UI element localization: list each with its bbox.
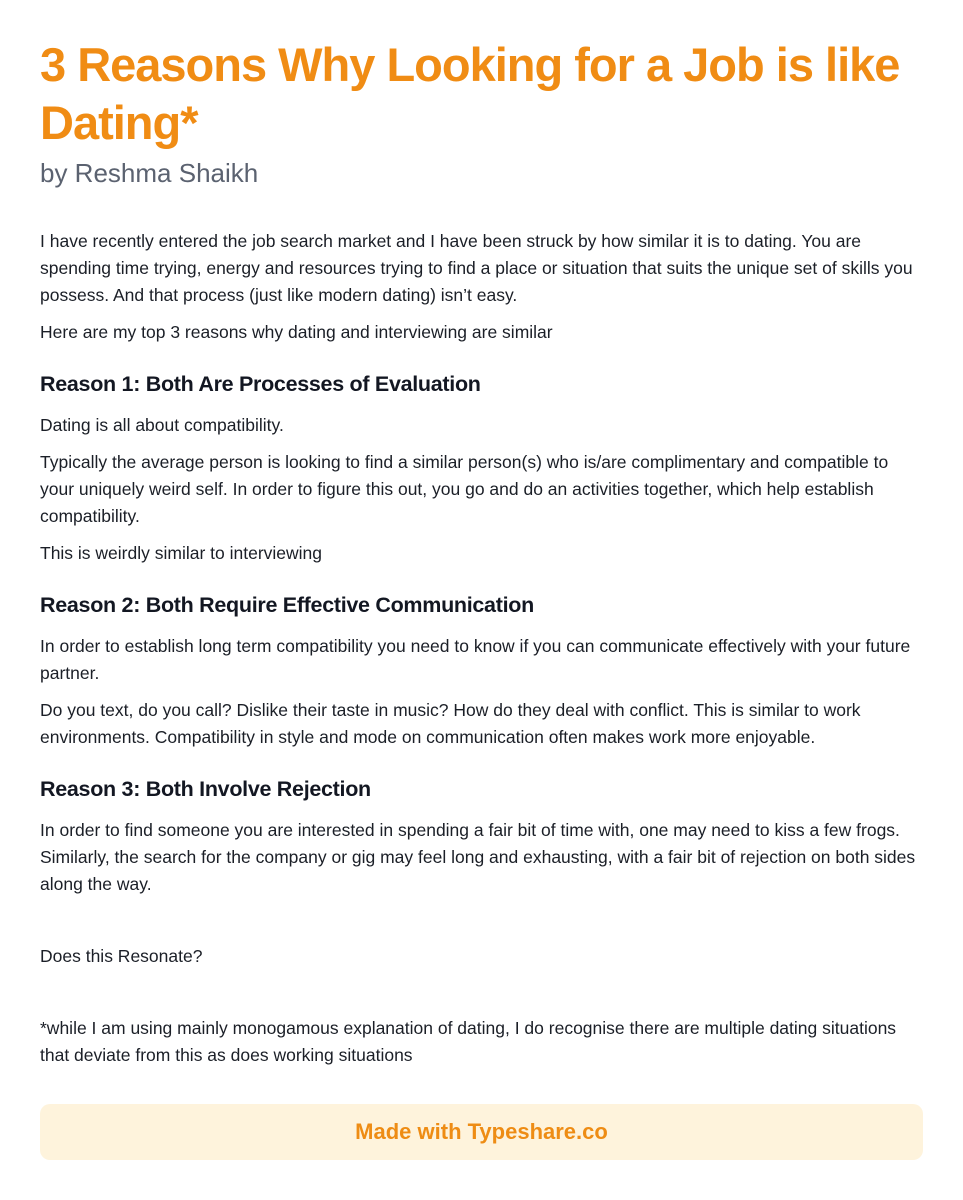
section-paragraph: In order to establish long term compatibility you need to know if you can communicate effectively with your future partner. <box>40 636 911 683</box>
section-paragraph: Dating is all about compatibility. <box>40 415 284 435</box>
article-byline: by Reshma Shaikh <box>40 158 259 188</box>
typeshare-footer-link[interactable]: Made with Typeshare.co <box>40 1104 923 1160</box>
intro-paragraph: I have recently entered the job search market and I have been struck by how similar it is to dating. You are spending time trying, energy and resources trying to find a place or situation that suits the unique set of skills you possess. And that process (just like modern dating) isn’t easy. <box>40 231 913 305</box>
section-paragraph: In order to find someone you are interested in spending a fair bit of time with, one may need to kiss a few frogs. Similarly, the search for the company or gig may feel long and exhausting, with a fair bit of rejection on both sides along the way. <box>40 820 916 894</box>
article-title: 3 Reasons Why Looking for a Job is like Dating* <box>40 38 900 149</box>
closing-question: Does this Resonate? <box>40 946 203 966</box>
section-paragraph: Do you text, do you call? Dislike their taste in music? How do they deal with conflict. This is similar to work environments. Compatibility in style and mode on communication often makes work more enjoyable. <box>40 700 861 747</box>
section-heading: Reason 2: Both Require Effective Communication <box>40 593 534 617</box>
intro-paragraph: Here are my top 3 reasons why dating and interviewing are similar <box>40 322 553 342</box>
section-paragraph: This is weirdly similar to interviewing <box>40 543 323 563</box>
article <box>40 36 923 1079</box>
footnote: *while I am using mainly monogamous explanation of dating, I do recognise there are multiple dating situations that deviate from this as does working situations <box>40 1018 897 1065</box>
section-heading: Reason 1: Both Are Processes of Evaluation <box>40 372 481 396</box>
article-body <box>40 228 923 1069</box>
section-heading: Reason 3: Both Involve Rejection <box>40 777 371 801</box>
section-paragraph: Typically the average person is looking to find a similar person(s) who is/are complimentary and compatible to your uniquely weird self. In order to figure this out, you go and do an activities together, which help establish compatibility. <box>40 452 889 526</box>
